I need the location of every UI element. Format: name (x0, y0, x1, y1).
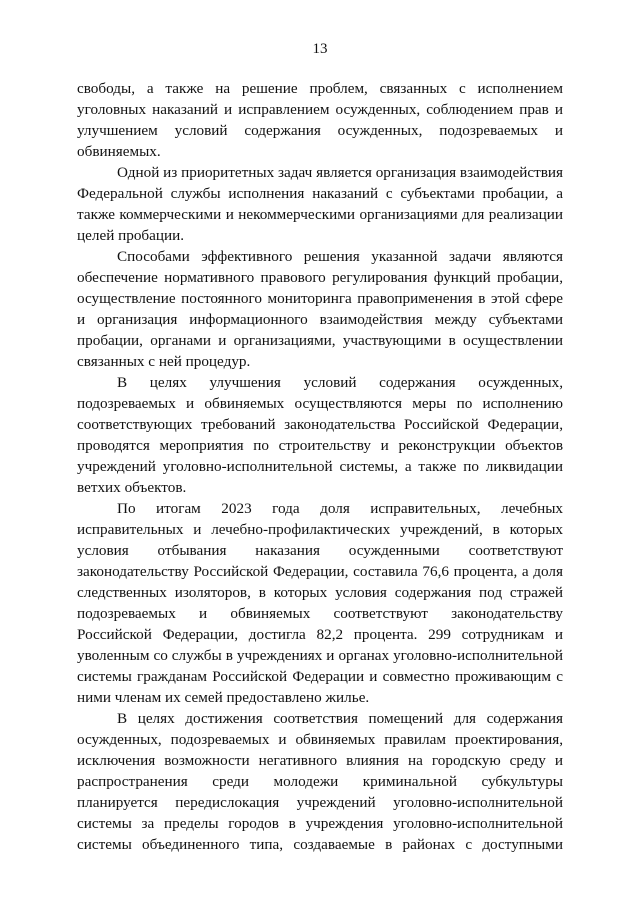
body-text (77, 78, 563, 855)
paragraph-2023-results: По итогам 2023 года доля исправительных, лечебных исправительных и лечебно-профилактических учреждений, в которых условия отбывания наказания осужденными соответствуют законодательству Российской Федерации, составила 76,6 процента, а доля следственных изоляторов, в которых условия содержания под стражей подозреваемых и обвиняемых соответствуют законодательству Российской Федерации, достигла 82,2 процента. 299 сотрудникам и уволенным со службы в учреждениях и органах уголовно-исполнительной системы гражданам Российской Федерации и совместно проживающим с ними членам их семей предоставлено жилье. (77, 500, 563, 706)
page-number: 13 (312, 41, 328, 57)
paragraph-relocation: В целях достижения соответствия помещений для содержания осужденных, подозреваемых и обвиняемых правилам проектирования, исключения возможности негативного влияния на городскую среду и распространения среди молодежи криминальной субкультуры планируется передислокация учреждений уголовно-исполнительной системы за пределы городов в учреждения уголовно-исполнительной системы объединенного типа, создаваемые в районах с доступными (77, 710, 563, 853)
paragraph-probation-interaction: Одной из приоритетных задач является организация взаимодействия Федеральной службы исполнения наказаний с субъектами пробации, а также коммерческими и некоммерческими организациями для реализации целей пробации. (77, 164, 563, 244)
paragraph-solution-methods: Способами эффективного решения указанной задачи являются обеспечение нормативного правового регулирования функций пробации, осуществление постоянного мониторинга правоприменения в этой сфере и организация информационного взаимодействия между субъектами пробации, органами и организациями, участвующими в осуществлении связанных с ней процедур. (77, 248, 563, 370)
paragraph-continuation: свободы, а также на решение проблем, связанных с исполнением уголовных наказаний и исправлением осужденных, соблюдением прав и улучшением условий содержания осужденных, подозреваемых и обвиняемых. (77, 80, 563, 160)
paragraph-detention-conditions: В целях улучшения условий содержания осужденных, подозреваемых и обвиняемых осуществляются меры по исполнению соответствующих требований законодательства Российской Федерации, проводятся мероприятия по строительству и реконструкции объектов учреждений уголовно-исполнительной системы, а также по ликвидации ветхих объектов. (77, 374, 563, 496)
